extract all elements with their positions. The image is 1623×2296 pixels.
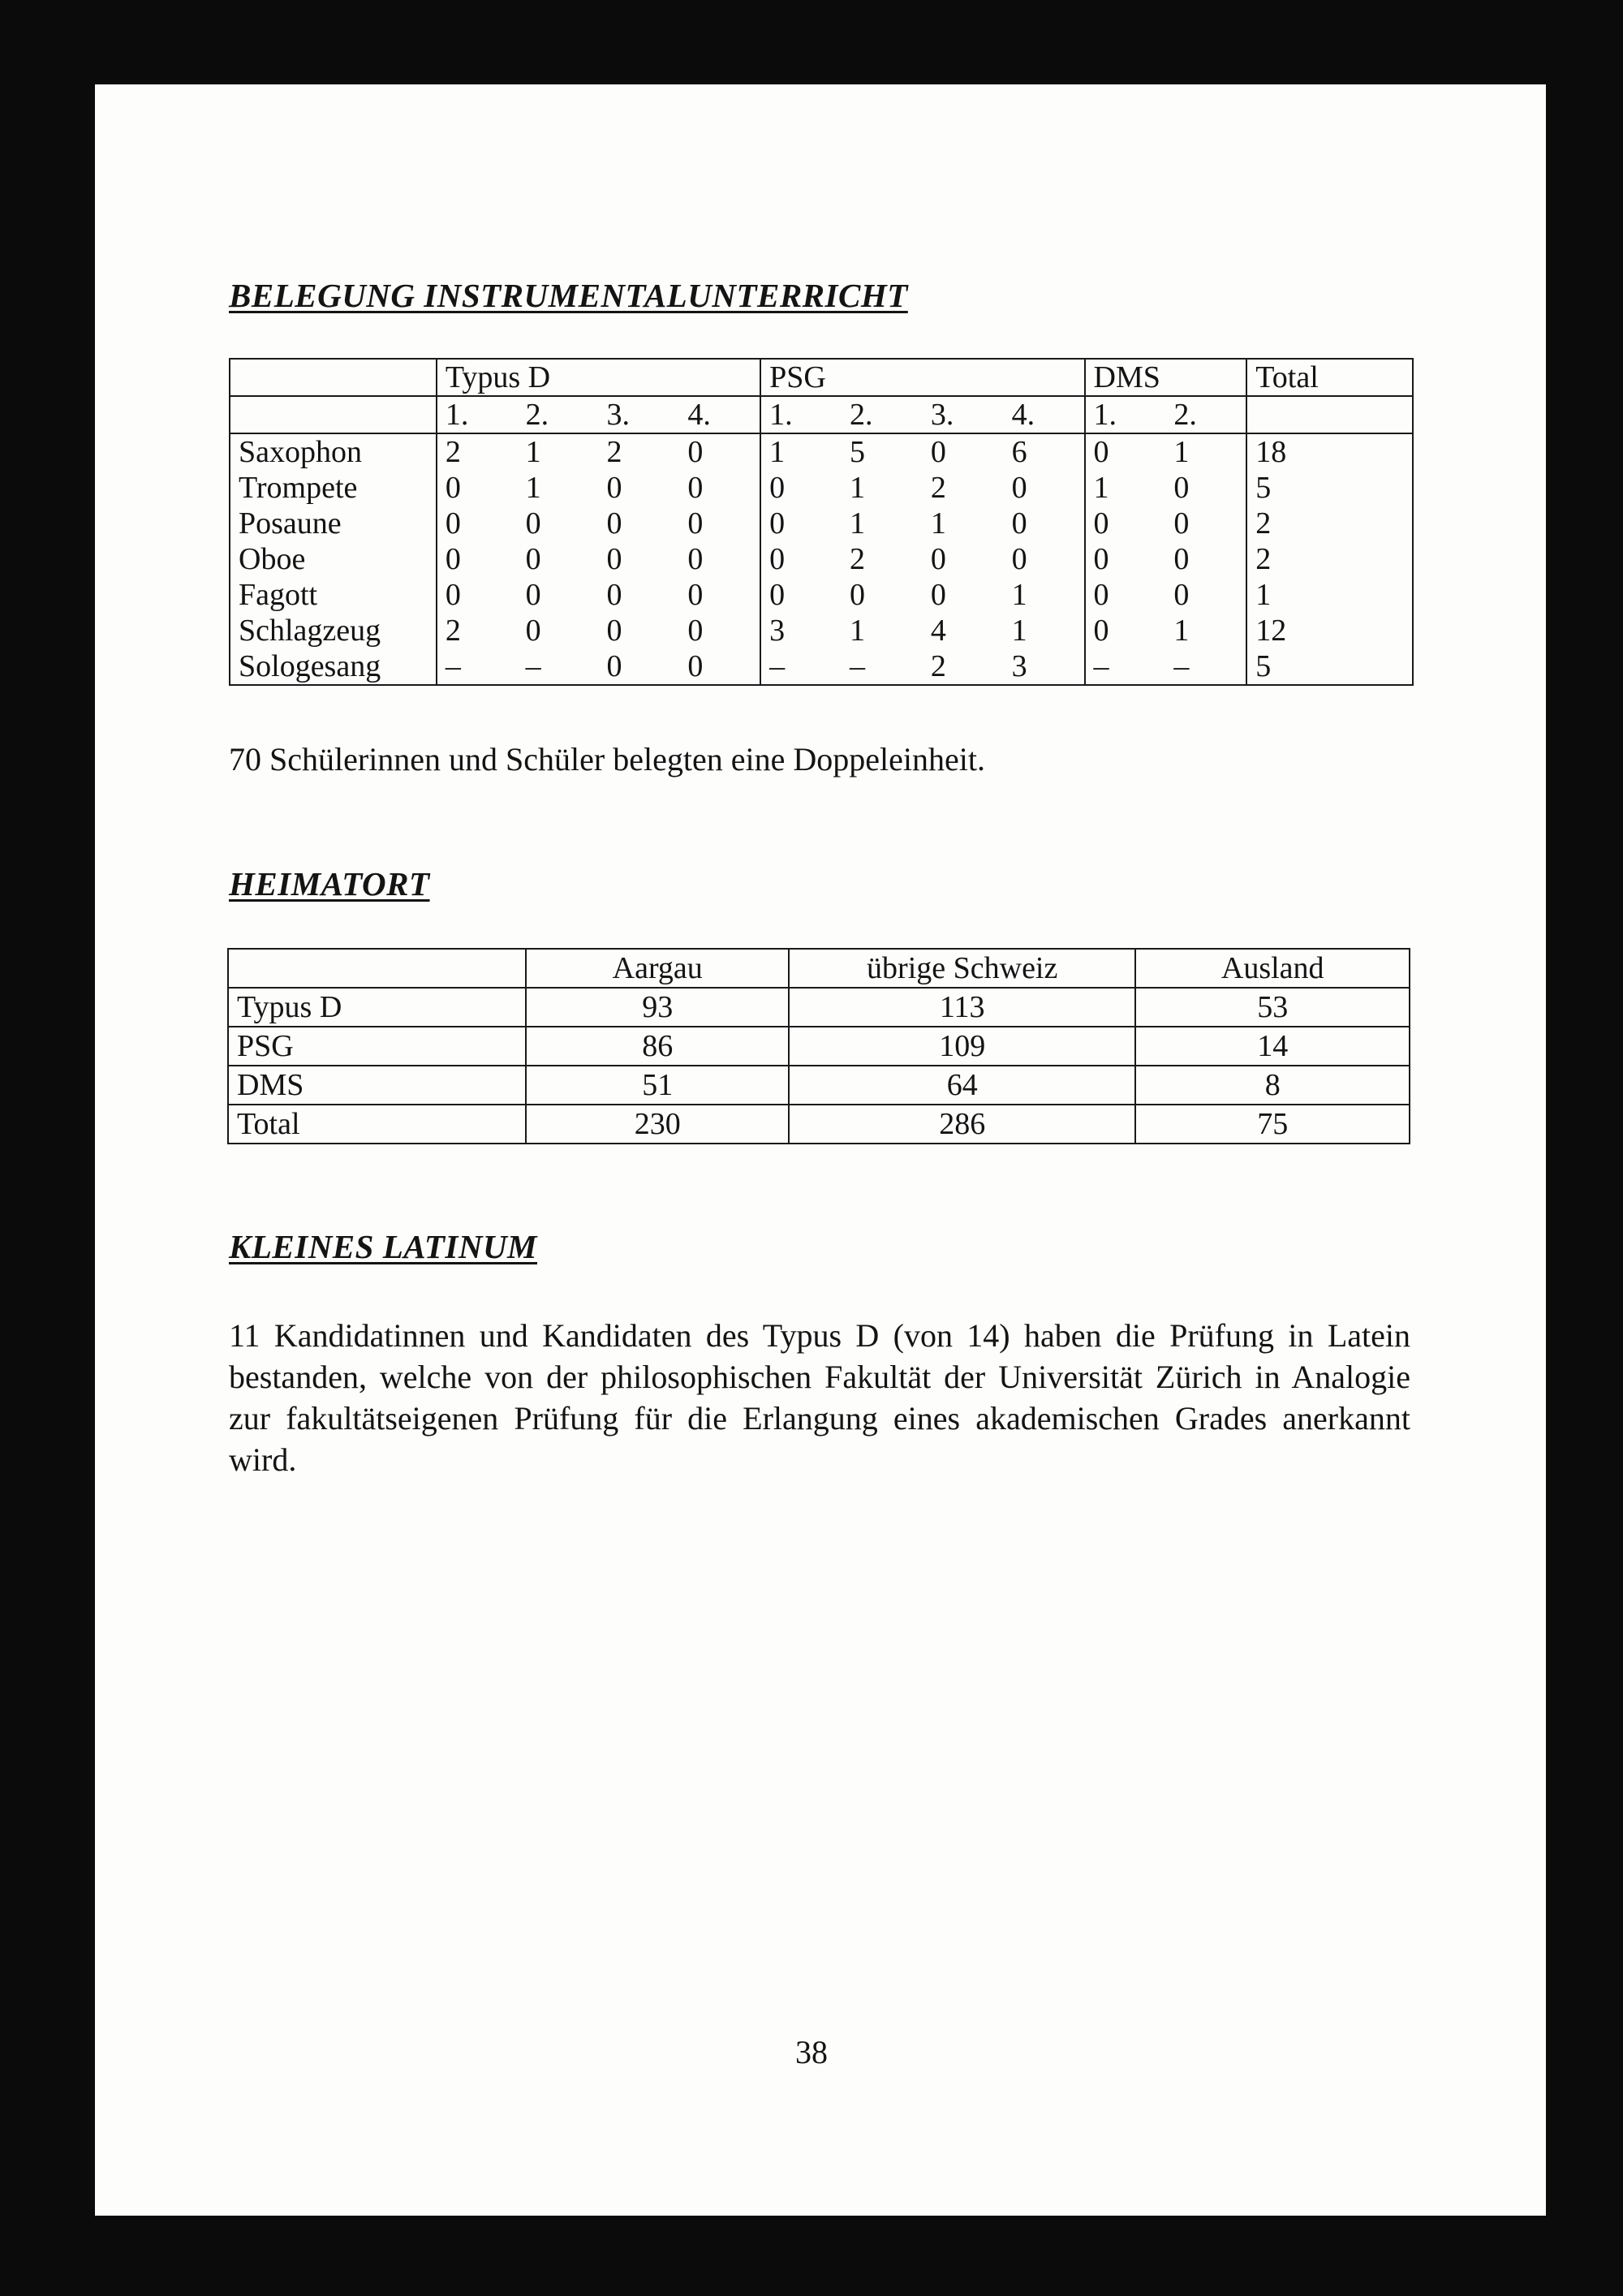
count-cell-typus-d: 0 bbox=[679, 613, 760, 648]
latinum-heading: KLEINES LATINUM bbox=[229, 1228, 538, 1265]
count-cell-psg: 0 bbox=[1004, 541, 1085, 577]
latinum-paragraph: 11 Kandidatinnen und Kandidaten des Typus D (von 14) haben die Prüfung in Latein bestanden, welche von der philosophischen Fakultät der Universität Zürich in Analogie zur fakultätseigenen Prüfung für die Erlangung eines akademischen Grades anerkannt wird. bbox=[229, 1317, 1410, 1478]
corner-cell bbox=[230, 359, 437, 396]
heimatort-row-label: DMS bbox=[228, 1066, 526, 1105]
heimatort-row bbox=[228, 1027, 1410, 1066]
count-cell-typus-d: 2 bbox=[437, 433, 518, 470]
instrument-name: Sologesang bbox=[230, 648, 437, 685]
total-cell: 5 bbox=[1246, 470, 1413, 506]
count-cell-psg: 0 bbox=[769, 506, 786, 541]
heimatort-corner-cell bbox=[228, 949, 526, 988]
sub-header-total bbox=[1246, 396, 1413, 433]
sub-header-psg-1: 1. bbox=[760, 396, 842, 433]
instrument-row bbox=[230, 506, 1413, 541]
instrument-row bbox=[230, 470, 1413, 506]
count-cell-typus-d: 0 bbox=[679, 541, 760, 577]
count-cell-typus-d: 0 bbox=[606, 614, 622, 648]
heimatort-value-cell: 230 bbox=[526, 1105, 789, 1144]
count-cell-typus-d: 0 bbox=[606, 578, 622, 612]
count-cell-typus-d: 1 bbox=[518, 433, 599, 470]
instrument-row bbox=[230, 577, 1413, 613]
count-cell-typus-d: 0 bbox=[679, 433, 760, 470]
count-cell-psg: 6 bbox=[1004, 433, 1085, 470]
total-cell: 2 bbox=[1246, 506, 1413, 541]
count-cell-psg: 1 bbox=[850, 506, 865, 541]
count-cell-psg: 1 bbox=[850, 471, 865, 505]
heimatort-heading: HEIMATORT bbox=[229, 865, 430, 902]
count-cell-dms: 1 bbox=[1165, 433, 1246, 470]
count-cell-dms: 0 bbox=[1165, 506, 1246, 541]
heimatort-row-label: Total bbox=[228, 1105, 526, 1144]
count-cell-psg: 0 bbox=[850, 578, 865, 612]
heimatort-value-cell: 75 bbox=[1135, 1105, 1410, 1144]
sub-header-corner bbox=[230, 396, 437, 433]
sub-header-typus-d-2: 2. bbox=[518, 396, 599, 433]
count-cell-dms: 0 bbox=[1093, 542, 1109, 576]
heimatort-table-body bbox=[228, 988, 1410, 1144]
heimatort-row bbox=[228, 1105, 1410, 1144]
group-header-dms: DMS bbox=[1085, 359, 1247, 396]
instrument-row bbox=[230, 648, 1413, 685]
count-cell-psg: 0 bbox=[930, 578, 946, 612]
count-cell-typus-d: 0 bbox=[525, 614, 541, 648]
count-cell-typus-d: 0 bbox=[525, 506, 541, 541]
count-cell-typus-d: 0 bbox=[525, 542, 541, 576]
heimatort-value-cell: 286 bbox=[789, 1105, 1135, 1144]
count-cell-psg: 0 bbox=[923, 433, 1004, 470]
total-cell: 2 bbox=[1246, 541, 1413, 577]
count-cell-typus-d: 1 bbox=[525, 471, 541, 505]
instrument-name: Trompete bbox=[230, 470, 437, 506]
count-cell-dms: 0 bbox=[1093, 506, 1109, 541]
instrument-name: Posaune bbox=[230, 506, 437, 541]
sub-header-row bbox=[230, 396, 1413, 433]
heimatort-value-cell: 86 bbox=[526, 1027, 789, 1066]
instrument-row bbox=[230, 613, 1413, 648]
instrument-name: Oboe bbox=[230, 541, 437, 577]
count-cell-typus-d: 0 bbox=[606, 506, 622, 541]
heimatort-value-cell: 51 bbox=[526, 1066, 789, 1105]
sub-header-typus-d-4: 4. bbox=[679, 396, 760, 433]
count-cell-typus-d: – bbox=[518, 648, 599, 685]
count-cell-psg: 2 bbox=[930, 471, 946, 505]
count-cell-psg: 1 bbox=[1004, 577, 1085, 613]
heimatort-value-cell: 113 bbox=[789, 988, 1135, 1027]
instrument-table bbox=[229, 358, 1414, 686]
heimatort-col-schweiz: übrige Schweiz bbox=[789, 949, 1135, 988]
heimatort-row-label: PSG bbox=[228, 1027, 526, 1066]
instrument-name: Fagott bbox=[230, 577, 437, 613]
count-cell-psg: – bbox=[842, 648, 923, 685]
count-cell-psg: – bbox=[760, 648, 842, 685]
count-cell-psg: 0 bbox=[930, 542, 946, 576]
heimatort-row-label: Typus D bbox=[228, 988, 526, 1027]
heimatort-value-cell: 93 bbox=[526, 988, 789, 1027]
count-cell-psg: 0 bbox=[769, 542, 786, 576]
count-cell-psg: 3 bbox=[769, 614, 786, 648]
count-cell-dms: 0 bbox=[1165, 541, 1246, 577]
group-header-row bbox=[230, 359, 1413, 396]
total-cell: 18 bbox=[1246, 433, 1413, 470]
count-cell-typus-d: 0 bbox=[445, 578, 461, 612]
count-cell-dms: 0 bbox=[1165, 577, 1246, 613]
count-cell-typus-d: 0 bbox=[679, 648, 760, 685]
instrument-name: Saxophon bbox=[230, 433, 437, 470]
count-cell-typus-d: 0 bbox=[525, 578, 541, 612]
count-cell-typus-d: 0 bbox=[679, 506, 760, 541]
count-cell-psg: 2 bbox=[923, 648, 1004, 685]
instrument-row bbox=[230, 541, 1413, 577]
count-cell-typus-d: 0 bbox=[598, 648, 679, 685]
count-cell-dms: 1 bbox=[1165, 613, 1246, 648]
count-cell-typus-d: 0 bbox=[606, 542, 622, 576]
count-cell-psg: 0 bbox=[1004, 506, 1085, 541]
count-cell-psg: 3 bbox=[1004, 648, 1085, 685]
count-cell-dms: 1 bbox=[1093, 471, 1109, 505]
count-cell-dms: 0 bbox=[1093, 578, 1109, 612]
count-cell-psg: 5 bbox=[842, 433, 923, 470]
sub-header-typus-d-1: 1. bbox=[437, 396, 518, 433]
count-cell-typus-d: 0 bbox=[445, 542, 461, 576]
count-cell-psg: 1 bbox=[1004, 613, 1085, 648]
group-header-psg: PSG bbox=[760, 359, 1084, 396]
count-cell-typus-d: 2 bbox=[598, 433, 679, 470]
doppeleinheit-note: 70 Schülerinnen und Schüler belegten eine Doppeleinheit. bbox=[229, 741, 985, 778]
sub-header-psg-4: 4. bbox=[1004, 396, 1085, 433]
count-cell-typus-d: – bbox=[437, 648, 518, 685]
count-cell-typus-d: 0 bbox=[445, 471, 461, 505]
count-cell-psg: 1 bbox=[930, 506, 946, 541]
heimatort-col-ausland: Ausland bbox=[1135, 949, 1410, 988]
count-cell-dms: 0 bbox=[1165, 470, 1246, 506]
count-cell-psg: 0 bbox=[1004, 470, 1085, 506]
total-cell: 5 bbox=[1246, 648, 1413, 685]
heimatort-value-cell: 14 bbox=[1135, 1027, 1410, 1066]
heimatort-value-cell: 109 bbox=[789, 1027, 1135, 1066]
heimatort-value-cell: 53 bbox=[1135, 988, 1410, 1027]
count-cell-psg: 1 bbox=[850, 614, 865, 648]
total-cell: 12 bbox=[1246, 613, 1413, 648]
sub-header-typus-d-3: 3. bbox=[598, 396, 679, 433]
instrument-name: Schlagzeug bbox=[230, 613, 437, 648]
heimatort-header-row bbox=[228, 949, 1410, 988]
heimatort-value-cell: 64 bbox=[789, 1066, 1135, 1105]
instrument-table-body bbox=[230, 433, 1413, 685]
heimatort-value-cell: 8 bbox=[1135, 1066, 1410, 1105]
sub-header-dms-1: 1. bbox=[1085, 396, 1166, 433]
instrumental-heading: BELEGUNG INSTRUMENTALUNTERRICHT bbox=[229, 277, 908, 314]
count-cell-typus-d: 0 bbox=[606, 471, 622, 505]
instrument-row bbox=[230, 433, 1413, 470]
count-cell-typus-d: 0 bbox=[679, 577, 760, 613]
heimatort-table bbox=[227, 948, 1410, 1144]
count-cell-psg: 0 bbox=[769, 578, 786, 612]
group-header-total: Total bbox=[1246, 359, 1413, 396]
count-cell-dms: 0 bbox=[1085, 433, 1166, 470]
count-cell-dms: – bbox=[1085, 648, 1166, 685]
heimatort-row bbox=[228, 988, 1410, 1027]
count-cell-dms: – bbox=[1165, 648, 1246, 685]
sub-header-psg-2: 2. bbox=[842, 396, 923, 433]
page-number: 38 bbox=[795, 2034, 828, 2070]
count-cell-psg: 2 bbox=[850, 542, 865, 576]
count-cell-psg: 4 bbox=[930, 614, 946, 648]
count-cell-typus-d: 0 bbox=[679, 470, 760, 506]
count-cell-dms: 0 bbox=[1093, 614, 1109, 648]
heimatort-row bbox=[228, 1066, 1410, 1105]
count-cell-psg: 0 bbox=[769, 471, 786, 505]
count-cell-psg: 1 bbox=[760, 433, 842, 470]
group-header-typus-d: Typus D bbox=[437, 359, 760, 396]
count-cell-typus-d: 0 bbox=[445, 506, 461, 541]
count-cell-typus-d: 2 bbox=[445, 614, 461, 648]
heimatort-col-aargau: Aargau bbox=[526, 949, 789, 988]
total-cell: 1 bbox=[1246, 577, 1413, 613]
sub-header-dms-2: 2. bbox=[1165, 396, 1246, 433]
sub-header-psg-3: 3. bbox=[923, 396, 1004, 433]
